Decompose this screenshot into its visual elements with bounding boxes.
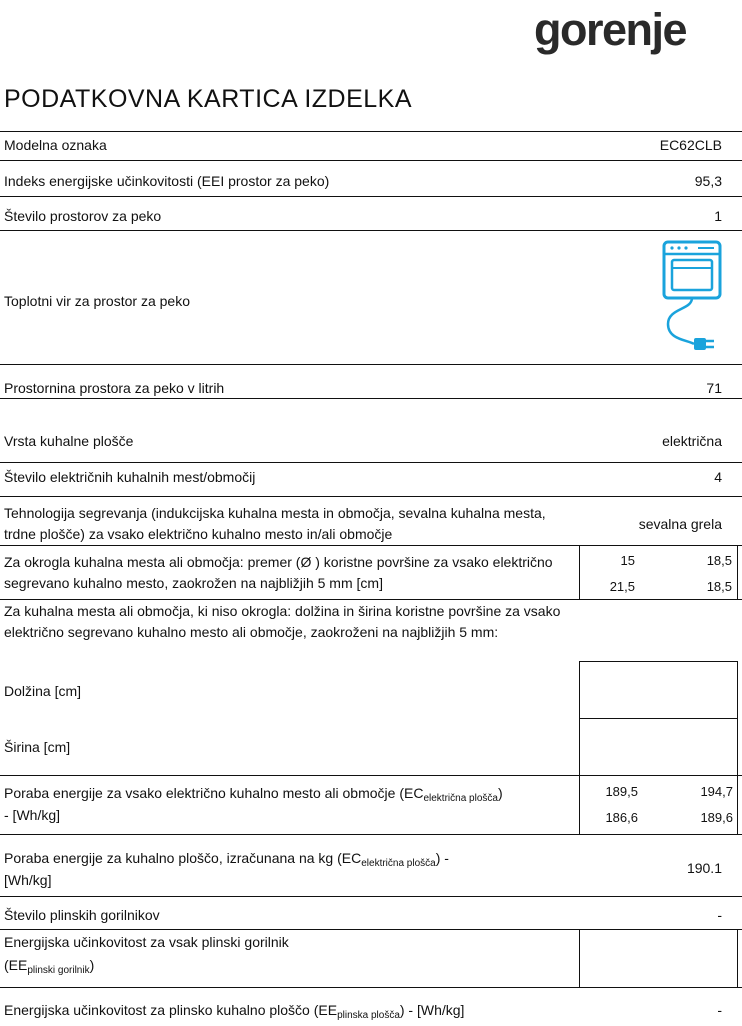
divider (737, 775, 738, 834)
gas-eff-label: Energijska učinkovitost za vsak plinski gorilnik (4, 934, 289, 950)
volume-value: 71 (706, 380, 722, 396)
gas-hob-eff-value: - (717, 1002, 722, 1018)
divider (579, 718, 737, 719)
divider (579, 661, 737, 662)
divider (0, 496, 742, 497)
width-label: Širina [cm] (4, 739, 71, 755)
round-zone-value: 18,5 (706, 579, 732, 594)
eei-value: 95,3 (694, 173, 722, 189)
energy-hob-value: 190.1 (686, 860, 722, 876)
round-zone-value: 18,5 (706, 553, 732, 568)
cavities-value: 1 (714, 208, 722, 224)
divider (0, 131, 742, 132)
volume-label: Prostornina prostora za peko v litrih (4, 380, 225, 396)
gas-eff-unit: $(EE_{plinski gorilnik})$ (4, 957, 95, 976)
divider (0, 462, 742, 463)
divider (0, 160, 742, 161)
round-zones-label: Za okrogla kuhalna mesta ali območja: premer (Ø ) koristne površine za vsako električno segrevano kuhalno mesto, zaokrožen na najbližjih 5 mm [cm] (4, 554, 553, 591)
zones-value: 4 (714, 469, 722, 485)
brand-logo: gorenje (534, 4, 687, 55)
model-label: Modelna oznaka (4, 137, 107, 153)
energy-zone-value: 186,6 (605, 810, 638, 825)
length-label: Dolžina [cm] (4, 683, 82, 699)
divider (737, 661, 738, 775)
electric-oven-icon (658, 240, 726, 360)
round-zone-value: 21,5 (609, 579, 635, 594)
divider (0, 545, 742, 546)
divider (579, 545, 580, 599)
energy-zone-value: 189,5 (605, 784, 638, 799)
divider (0, 896, 742, 897)
divider (737, 929, 738, 987)
energy-zone-value: 194,7 (700, 784, 733, 799)
divider (0, 987, 742, 988)
hob-type-label: Vrsta kuhalne plošče (4, 433, 134, 449)
hob-type-value: električna (662, 433, 722, 449)
divider (0, 834, 742, 835)
divider (0, 230, 742, 231)
divider (0, 599, 742, 600)
gas-burners-value: - (717, 907, 722, 923)
energy-zone-label: Poraba energije za vsako električno kuhalno mesto ali območje $(EC_{električna plošča})$ (4, 785, 503, 804)
model-value: EC62CLB (659, 137, 722, 153)
divider (737, 545, 738, 599)
energy-zone-value: 189,6 (700, 810, 733, 825)
gas-hob-eff-label: Energijska učinkovitost za plinsko kuhalno ploščo $(EE_{plinska plošča}) - [Wh/kg]$ (4, 1002, 465, 1021)
heat-source-label: Toplotni vir za prostor za peko (4, 293, 190, 309)
energy-zone-unit: - [Wh/kg] (4, 807, 61, 823)
divider (0, 196, 742, 197)
technology-value: sevalna grela (638, 516, 722, 532)
energy-hob-unit: [Wh/kg] (4, 872, 52, 888)
zones-label: Število električnih kuhalnih mest/območij (4, 469, 256, 485)
divider (579, 775, 580, 834)
divider (0, 364, 742, 365)
divider (0, 929, 742, 930)
gas-burners-label: Število plinskih gorilnikov (4, 907, 160, 923)
divider (579, 929, 580, 987)
round-zone-value: 15 (620, 553, 635, 568)
cavities-label: Število prostorov za peko (4, 208, 162, 224)
divider (0, 775, 742, 776)
energy-hob-label: Poraba energije za kuhalno ploščo, izračunana na kg $(EC_{električna plošča})$ - (4, 850, 449, 869)
eei-label: Indeks energijske učinkovitosti (EEI prostor za peko) (4, 173, 330, 189)
nonround-zones-label: Za kuhalna mesta ali območja, ki niso okrogla: dolžina in širina koristne površine za vsako električno segrevano kuhalno mesto ali območje, zaokroženi na najbližjih 5 mm: (4, 603, 561, 640)
technology-label: Tehnologija segrevanja (indukcijska kuhalna mesta in območja, sevalna kuhalna mesta, trdne plošče) za vsako električno kuhalno mesto in/ali območje (4, 505, 546, 542)
page-title: PODATKOVNA KARTICA IZDELKA (4, 85, 413, 113)
